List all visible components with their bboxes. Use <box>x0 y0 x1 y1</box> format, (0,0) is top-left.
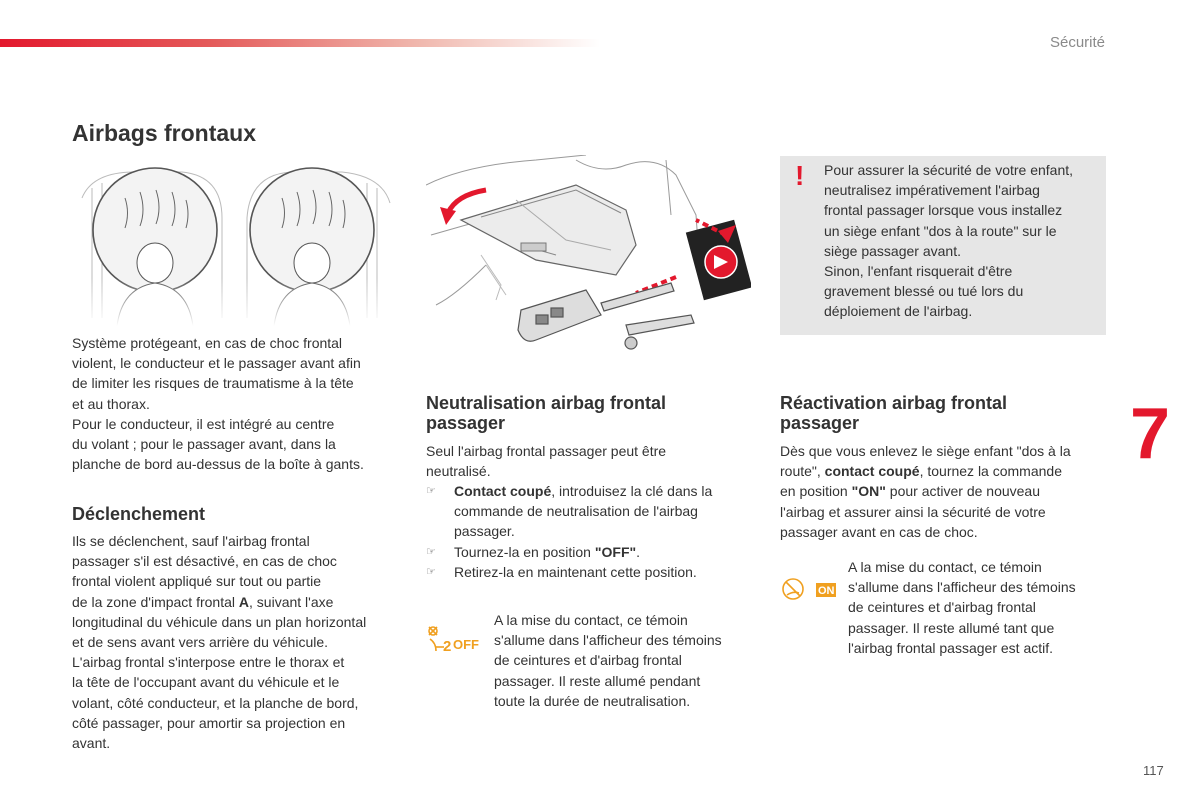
exclamation-warning-icon: ! <box>795 160 805 191</box>
neutralisation-steps <box>426 481 756 582</box>
step-item: ☞ Tournez-la en position "OFF". <box>426 542 756 562</box>
step-item: ☞ Contact coupé, introduisez la clé dans la commande de neutralisation de l'airbag passager. <box>426 483 713 540</box>
header-accent-bar <box>0 39 600 47</box>
intro-paragraph: Système protégeant, en cas de choc frontal violent, le conducteur et le passager avant afin de limiter les risques de traumatisme à la tête et au thorax. Pour le conducteur, il est intégré au centre du volant ; pour le passager avant, dans la planche de bord au-dessus de la boîte à gants. <box>72 335 364 473</box>
step-item: ☞ Retirez-la en maintenant cette position. <box>426 562 756 582</box>
finger-pointer-icon: ☞ <box>426 485 436 497</box>
airbag-off-warning-lamp-icon <box>426 625 484 655</box>
reactivation-heading: Réactivation airbag frontal passager <box>780 393 1008 433</box>
ignition-key <box>518 283 694 349</box>
declenchement-heading: Déclenchement <box>72 504 206 524</box>
svg-text:ON: ON <box>818 585 835 597</box>
finger-pointer-icon: ☞ <box>426 545 436 558</box>
section-title: Sécurité <box>1049 34 1105 51</box>
airbag-switch-panel <box>686 220 751 301</box>
reactivation-paragraph: Dès que vous enlevez le siège enfant "dos à la route", contact coupé, tournez la commande en position "ON" pour activer de nouveau l'airbag et assurer ainsi la sécurité de votre passager avant en cas de choc. <box>780 443 1071 540</box>
off-lamp-description: A la mise du contact, ce témoin s'allume dans l'afficheur des témoins de ceintures et d'airbag frontal passager. Il reste allumé pendant toute la durée de neutralisation. <box>494 612 722 709</box>
open-arrow-icon <box>448 190 486 213</box>
neutralisation-intro: Seul l'airbag frontal passager peut être neutralisé. <box>426 443 667 480</box>
child-seat-warning-box <box>780 156 1106 335</box>
airbag-on-warning-lamp-icon <box>781 575 839 605</box>
warning-text: Pour assurer la sécurité de votre enfant, neutralisez impérativement l'airbag frontal passager lorsque vous installez un siège enfant "dos à la route" sur le siège passager avant. Sinon, l'enfant risquerait d'être gravement blessé ou tué lors du déploiement de l'airbag. <box>824 162 1074 320</box>
declenchement-paragraph: Ils se déclenchent, sauf l'airbag frontal passager s'il est désactivé, en cas de choc frontal violent appliqué sur tout ou partie de la zone d'impact frontal A, suivant l'axe longitudinal du véhicule dans un plan horizontal et de sens avant vers arrière du véhicule. L'airbag frontal s'interpose entre le thorax et la tête de l'occupant avant du véhicule et le volant, côté conducteur, et la planche de bord, côté passager, pour amortir sa projection en avant. <box>72 533 367 752</box>
on-lamp-description: A la mise du contact, ce témoin s'allume dans l'afficheur des témoins de ceintures et d'airbag frontal passager. Il reste allumé tant que l'airbag frontal passager est actif. <box>848 559 1076 656</box>
svg-text:2: 2 <box>443 638 452 655</box>
page-number: 117 <box>1143 763 1164 778</box>
svg-text:OFF: OFF <box>453 637 479 652</box>
finger-pointer-icon: ☞ <box>426 565 436 578</box>
glovebox-key-illustration <box>426 155 751 365</box>
neutralisation-heading: Neutralisation airbag frontal passager <box>426 393 667 433</box>
page-title: Airbags frontaux <box>72 120 257 146</box>
airbag-deploy-illustration <box>72 158 397 326</box>
chapter-number: 7 <box>1130 394 1171 474</box>
